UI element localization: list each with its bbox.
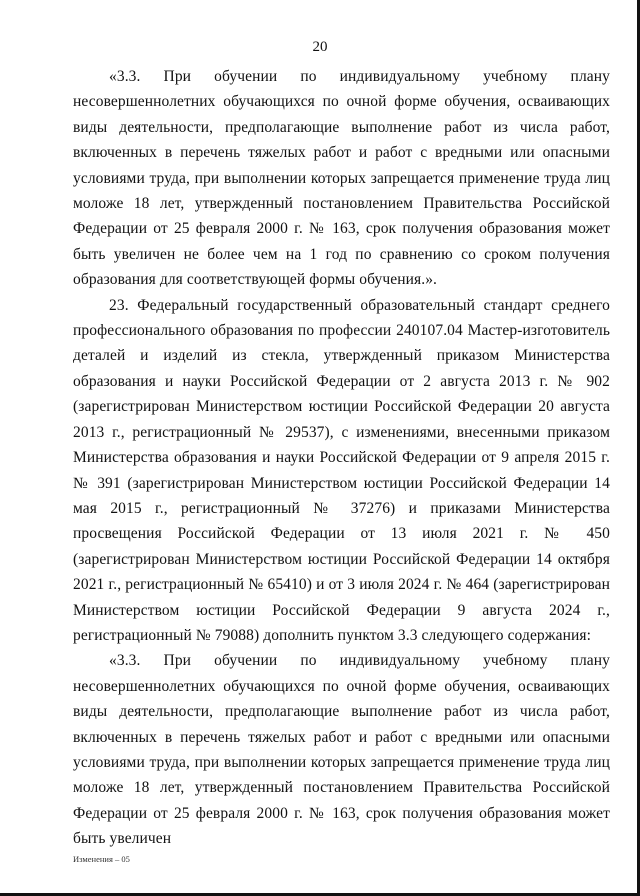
document-body — [73, 64, 610, 852]
page-number: 20 — [312, 39, 328, 55]
footer-revision-note: Изменения – 05 — [73, 854, 130, 864]
paragraph-clause-3-3-first: «3.3. При обучении по индивидуальному учебному плану несовершеннолетних обучающихся по очной форме обучения, осваивающих виды деятельности, предполагающие выполнение работ из числа работ, включенных в перечень тяжелых работ и работ с вредными или опасными условиями труда, при выполнении которых запрещается применение труда лиц моложе 18 лет, утвержденный постановлением Правительства Российской Федерации от 25 февраля 2000 г. № 163, срок получения образования может быть увеличен не более чем на 1 год по сравнению со сроком получения образования для соответствующей формы обучения.». — [73, 68, 610, 289]
paragraph-item-23: 23. Федеральный государственный образовательный стандарт среднего профессионального образования по профессии 240107.04 Мастер-изготовитель деталей и изделий из стекла, утвержденный приказом Министерства образования и науки Российской Федерации от 2 августа 2013 г. № 902 (зарегистрирован Министерством юстиции Российской Федерации 20 августа 2013 г., регистрационный № 29537), с изменениями, внесенными приказом Министерства образования и науки Российской Федерации от 9 апреля 2015 г. № 391 (зарегистрирован Министерством юстиции Российской Федерации 14 мая 2015 г., регистрационный № 37276) и приказами Министерства просвещения Российской Федерации от 13 июля 2021 г. № 450 (зарегистрирован Министерством юстиции Российской Федерации 14 октября 2021 г., регистрационный № 65410) и от 3 июля 2024 г. № 464 (зарегистрирован Министерством юстиции Российской Федерации 9 августа 2024 г., регистрационный № 79088) дополнить пунктом 3.3 следующего содержания: — [73, 296, 610, 644]
paragraph-clause-3-3-second: «3.3. При обучении по индивидуальному учебному плану несовершеннолетних обучающихся по очной форме обучения, осваивающих виды деятельности, предполагающие выполнение работ из числа работ, включенных в перечень тяжелых работ и работ с вредными или опасными условиями труда, при выполнении которых запрещается применение труда лиц моложе 18 лет, утвержденный постановлением Правительства Российской Федерации от 25 февраля 2000 г. № 163, срок получения образования может быть увеличен — [73, 652, 610, 848]
